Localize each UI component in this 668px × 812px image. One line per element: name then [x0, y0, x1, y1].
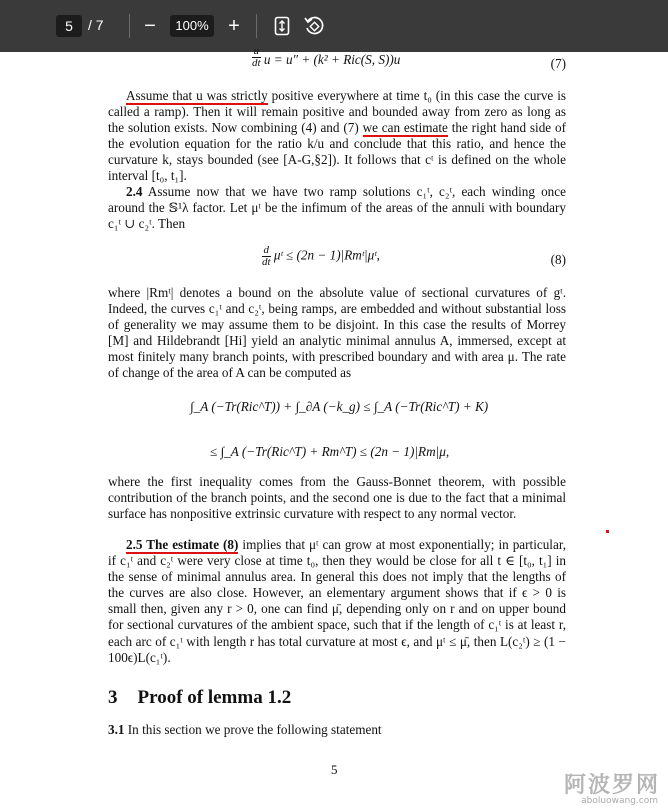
fit-page-icon[interactable]: [268, 12, 296, 40]
page-total: / 7: [88, 17, 104, 33]
page-footer-number: 5: [331, 762, 338, 777]
pdf-toolbar: [0, 0, 668, 52]
toolbar-divider: [129, 14, 130, 38]
section-heading: 3 Proof of lemma 1.2: [108, 687, 292, 708]
zoom-in-button[interactable]: +: [228, 15, 240, 37]
paragraph-ramp: Assume that u was strictly positive everywhere at time t₀ (in this case the curve is called a ramp). Then it will remain positive and bounded away from zero as long as the solution exists. Now combining (4) and (7) we can estimate the right hand side of the evolution equation for the ratio k/u and conclude that this ratio, and hence the curvature k, stays bounded (see [A-G,§2]). It follows that cᵗ is defined on the whole interval [t₀, t₁].: [108, 88, 566, 184]
pdf-page: [0, 45, 668, 812]
watermark-logo: 阿波罗网: [563, 773, 660, 798]
paragraph-2-5: 2.5 The estimate (8) implies that μᵗ can grow at most exponentially; in particular, if c₁ᵗ and c₂ᵗ were very close at time t₀, then they would be close for all t ∈ [t₀, t₁] in the sense of minimal annulus area. In general this does not imply that the lengths of the curves are also close. However, an elementary argument shows that if ϵ > 0 is small then, given any r > 0, one can find μ̄, depending only on r and on upper bound for sectional curvatures of the ambient space, such that if the length of c₁ᵗ is at least r, each arc of c₁ᵗ with length r has total curvature at most ϵ, and μᵗ ≤ μ̄, then L(c₂ᵗ) ≥ (1 − 100ϵ)L(c₁ᵗ).: [108, 537, 566, 665]
equation-8: $\frac{d}{dt}$ μᵗ ≤ (2n − 1)|Rmᵗ|μᵗ,: [262, 244, 380, 268]
highlight-underline: we can estimate: [362, 120, 448, 136]
integral-equation-line-2: ≤ ∫_A (−Tr(Ric^T) + Rm^T) ≤ (2n − 1)|Rm|μ,: [210, 444, 450, 459]
equation-8-number: (8): [550, 252, 566, 267]
paragraph-2-4: 2.4 Assume now that we have two ramp solutions c₁ᵗ, c₂ᵗ, each winding once around the 𝕊¹λ factor. Let μᵗ be the infimum of the areas of the annuli with boundary c₁ᵗ ∪ c₂ᵗ. Then: [108, 184, 566, 232]
paragraph-minimal-annulus: where |Rmᵗ| denotes a bound on the absolute value of sectional curvatures of gᵗ. Indeed, the curves c₁ᵗ and c₂ᵗ, being ramps, are embedded and without substantial loss of generality we may assume them to be disjoint. In this case the results of Morrey [M] and Hildebrandt [Hi] yield an analytic minimal annulus A, immersed, except at most finitely many branch points, with prescribed boundary and with area μ. The rate of change of the area of A can be computed as: [108, 285, 566, 381]
paragraph-gauss-bonnet: where the first inequality comes from the Gauss-Bonnet theorem, with possible contribution of the branch points, and the second one is due to the fact that a minimal surface has nonpositive extrinsic curvature with respect to any normal vector.: [108, 474, 566, 522]
highlight-underline: Assume that u was strictly: [126, 88, 268, 103]
highlight-underline: 2.5 The estimate (8): [126, 537, 239, 552]
toolbar-divider: [256, 14, 257, 38]
rotate-icon[interactable]: [300, 12, 328, 40]
equation-7-number: (7): [550, 56, 566, 71]
paragraph-3-1: 3.1 In this section we prove the following statement: [108, 722, 382, 737]
page-number-input[interactable]: 5: [56, 15, 82, 37]
zoom-level-input[interactable]: 100%: [170, 15, 214, 37]
integral-equation-line-1: ∫_A (−Tr(Ric^T)) + ∫_∂A (−k_g) ≤ ∫_A (−Tr(Ric^T) + K): [190, 399, 489, 414]
equation-7: $\frac{u}{dt}$ u = u″ + (k² + Ric(S, S))u: [252, 45, 401, 70]
watermark-url: aboluowang.com: [581, 796, 658, 806]
zoom-out-button[interactable]: −: [144, 15, 156, 37]
annotation-mark: [606, 530, 609, 533]
